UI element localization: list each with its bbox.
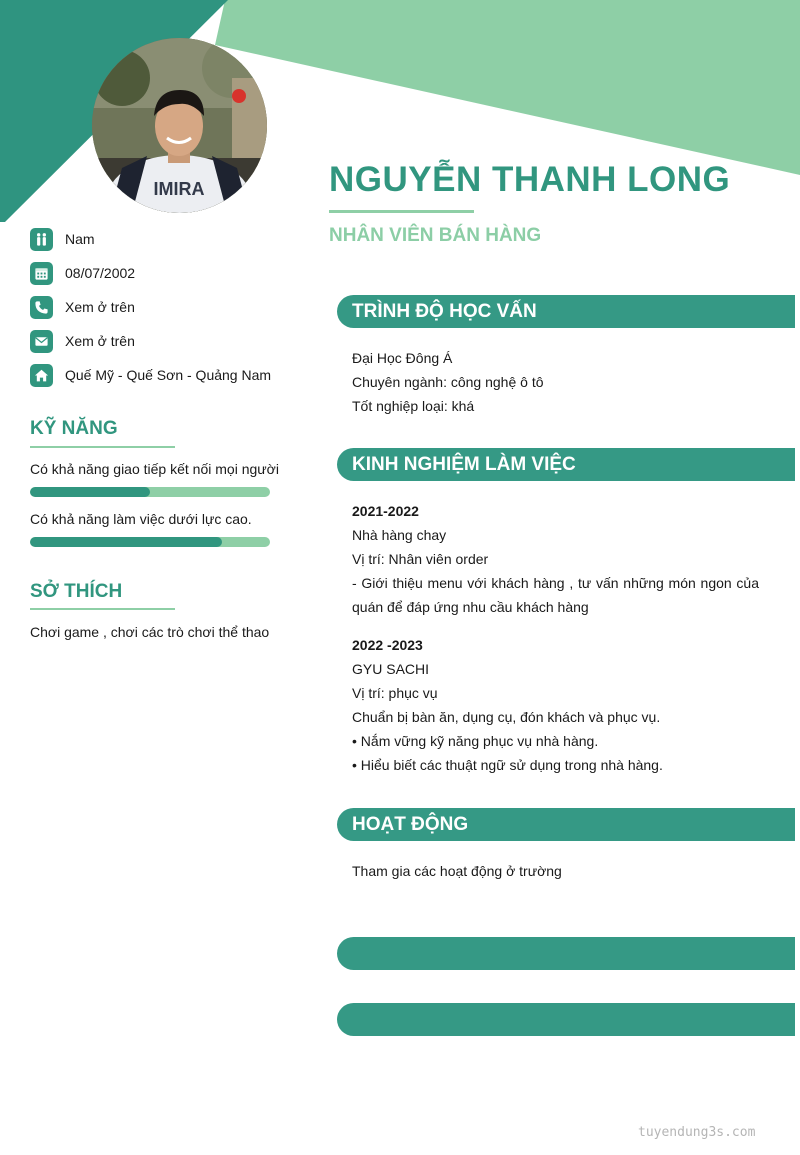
contact-email	[30, 324, 320, 358]
contact-gender	[30, 222, 320, 256]
contact-list	[30, 222, 320, 392]
job-period: 2021-2022	[352, 503, 419, 519]
job-title: NHÂN VIÊN BÁN HÀNG	[329, 225, 542, 246]
experience-header	[337, 448, 795, 481]
experience-heading: KINH NGHIỆM LÀM VIỆC	[352, 453, 576, 475]
empty-section-header	[337, 1003, 795, 1036]
contact-birthday	[30, 256, 320, 290]
activity-item: Tham gia các hoạt động ở trường	[352, 863, 562, 879]
education-heading: TRÌNH ĐỘ HỌC VẤN	[352, 300, 537, 322]
job-position: Vị trí: Nhân viên order	[352, 551, 489, 567]
job-detail: - Giới thiệu menu với khách hàng , tư vấn những món ngon của quán để đáp ứng nhu cầu khách hàng	[352, 575, 759, 615]
job-period: 2022 -2023	[352, 637, 423, 653]
hobbies-underline	[30, 608, 175, 610]
activities-header	[337, 808, 795, 841]
activities-content	[352, 859, 759, 883]
empty-section-header	[337, 937, 795, 970]
job-detail: Chuẩn bị bàn ăn, dụng cụ, đón khách và phục vụ.	[352, 709, 661, 725]
school-name: Đại Học Đông Á	[352, 350, 453, 366]
svg-text:IMIRA: IMIRA	[153, 179, 205, 199]
profile-photo	[92, 38, 267, 213]
skill-label: Có khả năng làm việc dưới lực cao.	[30, 511, 252, 527]
experience-content	[352, 499, 759, 777]
address-value: Quế Mỹ - Quế Sơn - Quảng Nam	[65, 367, 272, 383]
phone-value: Xem ở trên	[65, 299, 135, 315]
name-underline	[329, 210, 474, 213]
graduation-grade: Tốt nghiệp loại: khá	[352, 398, 475, 414]
skill-progress-fill	[30, 537, 222, 547]
contact-phone	[30, 290, 320, 324]
hobbies-text: Chơi game , chơi các trò chơi thể thao	[30, 624, 270, 640]
email-icon	[30, 330, 53, 353]
job-company: GYU SACHI	[352, 661, 430, 677]
gender-icon	[30, 228, 53, 251]
light-green-band	[215, 0, 800, 175]
skills-heading: KỸ NĂNG	[30, 418, 118, 439]
full-name: NGUYỄN THANH LONG	[329, 160, 731, 199]
email-value: Xem ở trên	[65, 333, 135, 349]
skills-underline	[30, 446, 175, 448]
phone-icon	[30, 296, 53, 319]
job-detail: • Hiểu biết các thuật ngữ sử dụng trong nhà hàng.	[352, 757, 663, 773]
skill-progress-fill	[30, 487, 150, 497]
job-position: Vị trí: phục vụ	[352, 685, 438, 701]
job-company: Nhà hàng chay	[352, 527, 447, 543]
birthday-value: 08/07/2002	[65, 265, 136, 281]
education-content	[352, 346, 759, 418]
skill-progress-bar	[30, 487, 270, 497]
major: Chuyên ngành: công nghệ ô tô	[352, 374, 544, 390]
education-header	[337, 295, 795, 328]
job-detail: • Nắm vững kỹ năng phục vụ nhà hàng.	[352, 733, 599, 749]
calendar-icon	[30, 262, 53, 285]
home-icon	[30, 364, 53, 387]
contact-address	[30, 358, 320, 392]
gender-value: Nam	[65, 231, 95, 247]
activities-heading: HOẠT ĐỘNG	[352, 813, 469, 835]
skill-progress-bar	[30, 537, 270, 547]
skill-label: Có khả năng giao tiếp kết nối mọi người	[30, 461, 279, 477]
watermark: tuyendung3s.com	[638, 1125, 756, 1140]
hobbies-heading: SỞ THÍCH	[30, 581, 123, 602]
